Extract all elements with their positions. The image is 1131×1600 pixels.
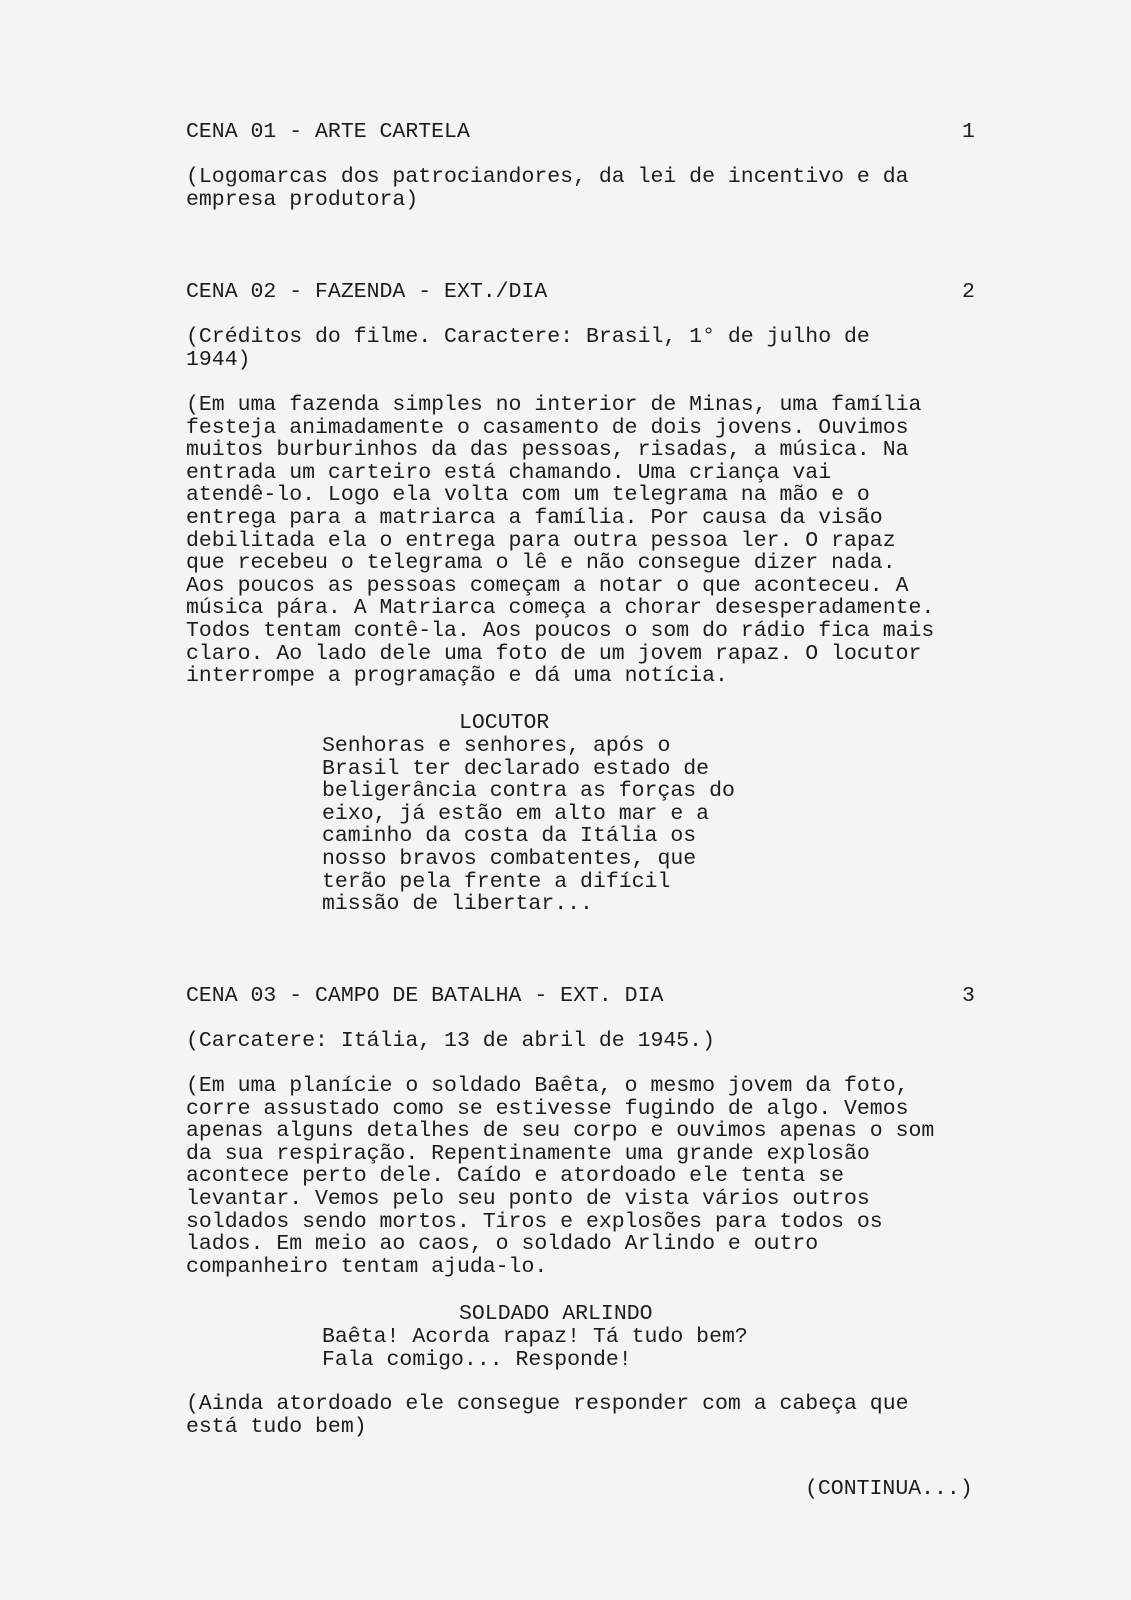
- action-block: (Em uma fazenda simples no interior de Minas, uma família festeja animadamente o casamento de dois jovens. Ouvimos muitos burburinhos da das pessoas, risadas, a música. Na entrada um carteiro está chamando. Uma criança vai atendê-lo. Logo ela volta com um telegrama na mão e o entrega para a matriarca a família. Por causa da visão debilitada ela o entrega para outra pessoa ler. O rapaz que recebeu o telegrama o lê e não consegue dizer nada. Aos poucos as pessoas começam a notar o que aconteceu. A música pára. A Matriarca começa a chorar desesperadamente. Todos tentam contê-la. Aos poucos o som do rádio fica mais claro. Ao lado dele uma foto de um jovem rapaz. O locutor interrompe a programação e dá uma notícia.: [186, 393, 935, 689]
- character-name: SOLDADO ARLINDO: [459, 1302, 653, 1326]
- scene-heading: CENA 03 - CAMPO DE BATALHA - EXT. DIA: [186, 984, 664, 1008]
- scene-number: 3: [962, 984, 975, 1008]
- scene-heading: CENA 01 - ARTE CARTELA: [186, 120, 470, 144]
- scene-number: 2: [962, 280, 975, 304]
- action-block: (Ainda atordoado ele consegue responder com a cabeça que está tudo bem): [186, 1392, 909, 1439]
- action-block: (Carcatere: Itália, 13 de abril de 1945.): [186, 1029, 715, 1053]
- continued-footer: (CONTINUA...): [805, 1477, 973, 1501]
- action-block: (Em uma planície o soldado Baêta, o mesmo jovem da foto, corre assustado como se estivesse fugindo de algo. Vemos apenas alguns detalhes de seu corpo e ouvimos apenas o som da sua respiração. Repentinamente uma grande explosão acontece perto dele. Caído e atordoado ele tenta se levantar. Vemos pelo seu ponto de vista vários outros soldados sendo mortos. Tiros e explosões para todos os lados. Em meio ao caos, o soldado Arlindo e outro companheiro tentam ajuda-lo.: [186, 1074, 935, 1279]
- character-name: LOCUTOR: [459, 711, 550, 735]
- action-block: (Créditos do filme. Caractere: Brasil, 1° de julho de 1944): [186, 325, 870, 372]
- action-block: (Logomarcas dos patrociandores, da lei de incentivo e da empresa produtora): [186, 165, 909, 212]
- scene-heading: CENA 02 - FAZENDA - EXT./DIA: [186, 280, 548, 304]
- dialogue-block: Senhoras e senhores, após o Brasil ter declarado estado de beligerância contra as forças do eixo, já estão em alto mar e a caminho da costa da Itália os nosso bravos combatentes, que terão pela frente a difícil missão de libertar...: [322, 734, 735, 917]
- scene-number: 1: [962, 120, 975, 144]
- dialogue-block: Baêta! Acorda rapaz! Tá tudo bem? Fala comigo... Responde!: [322, 1325, 748, 1372]
